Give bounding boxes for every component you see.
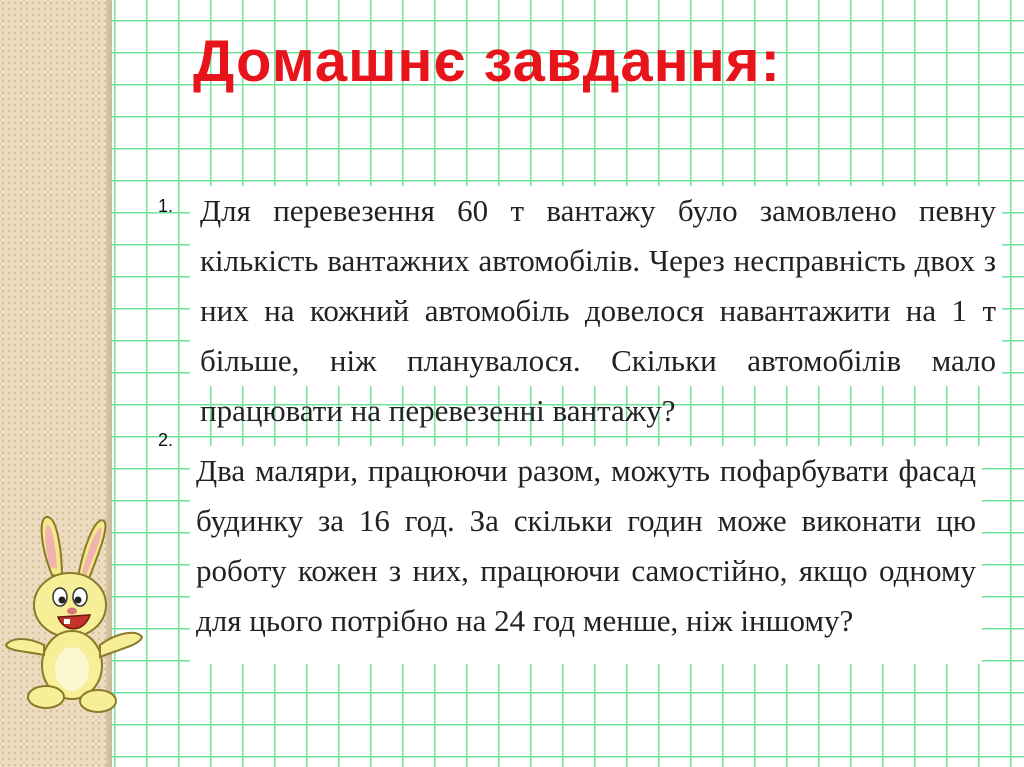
page-title: Домашнє завдання: [193, 29, 781, 94]
bunny-icon [0, 505, 150, 720]
task-number-1: 1. [158, 196, 174, 216]
task-text-2: Два маляри, працюючи разом, можуть пофарбувати фасад будинку за 16 год. За скільки годин може виконати цю роботу кожен з них, працюючи самостійно, якщо одному для цього потрібно на 24 год менше, ніж іншому? [190, 446, 982, 664]
task-text-1: Для перевезення 60 т вантажу було замовлено певну кількість вантажних автомобілів. Через несправність двох з них на кожний автомобіль довелося навантажити на 1 т більше, ніж планувалося. Скільки автомобілів мало працювати на перевезенні вантажу? [190, 186, 1002, 386]
task-number-2: 2. [158, 430, 174, 450]
